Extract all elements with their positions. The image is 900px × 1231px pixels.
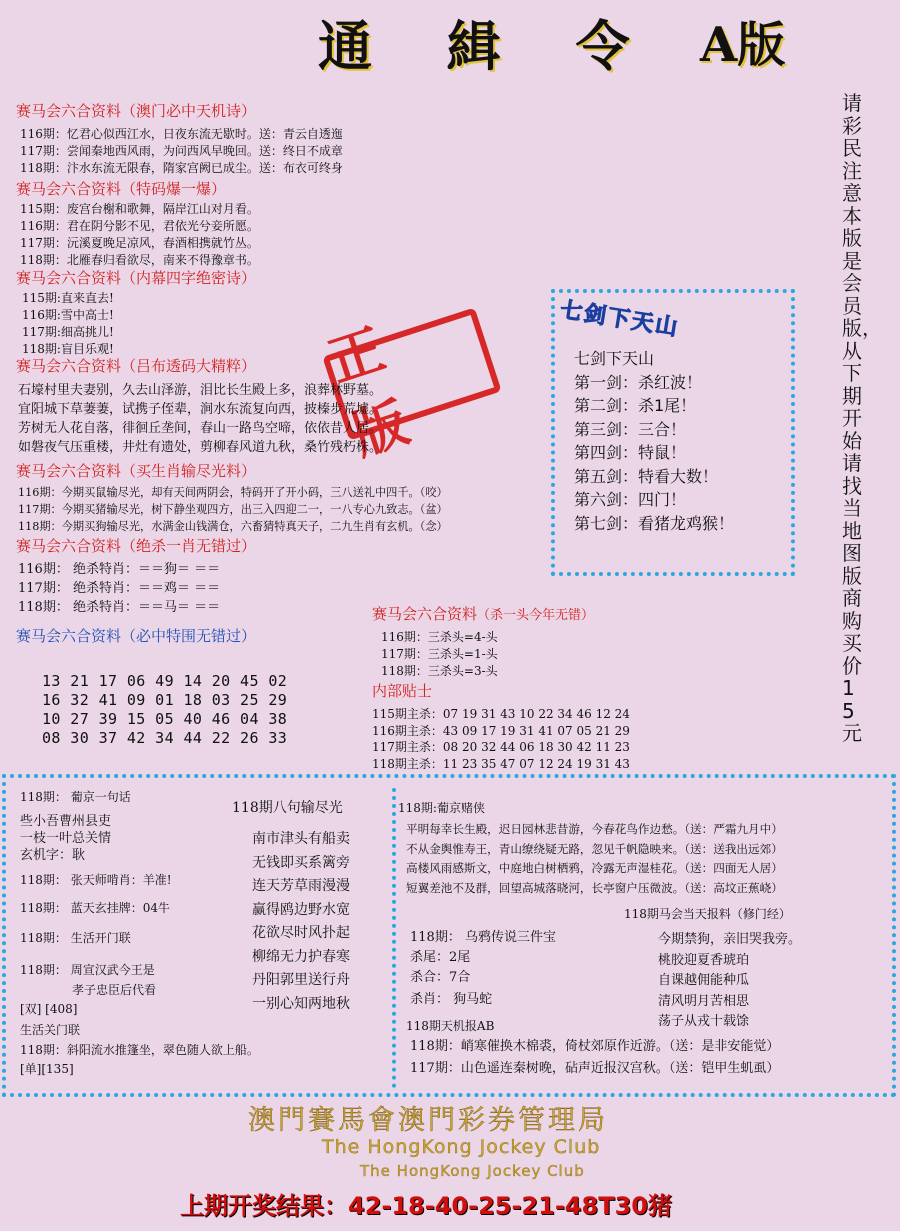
list-item: 荡子从戎十载馀 — [658, 1014, 750, 1029]
list-item: 118期:盲目乐观! — [22, 342, 114, 356]
section-title-main: 赛马会六合资料 — [372, 605, 478, 623]
list-item: 115期主杀：07 19 31 43 10 22 34 46 12 24 — [372, 707, 630, 721]
section-title-kill-head — [372, 603, 594, 624]
section-title-zodiac: 赛马会六合资料（买生肖输尽光料） — [16, 462, 257, 480]
section-title-inside-tips: 内部贴士 — [372, 682, 433, 700]
tianji-poem-list — [20, 126, 343, 177]
list-item: 一别心知两地秋 — [252, 995, 350, 1012]
list-item: 116期：忆君心似西江水，日夜东流无歇时。送：青云自透迤 — [20, 127, 343, 141]
kill-combo: 杀合：7合 — [410, 970, 471, 985]
list-item: 117期：尝闻秦地西风雨，为问西风早晚回。送：终日不成章 — [20, 144, 343, 158]
eight-line-poem — [252, 828, 350, 1016]
list-item: 117期： 绝杀特肖：＝＝鸡＝ ＝＝ — [18, 581, 221, 596]
list-item: 118期： 绝杀特肖：＝＝马＝ ＝＝ — [18, 600, 221, 615]
list-item: 芳树无人花自落，徘徊丘垄间，春山一路鸟空啼，依依昔人居。 — [18, 421, 383, 436]
list-item: 118期主杀：11 23 35 47 07 12 24 19 31 43 — [372, 756, 630, 771]
list-item: 116期:雪中高士! — [22, 308, 114, 322]
life-open-couplet: 118期： 生活开门联 — [20, 931, 131, 945]
mystery-word: 玄机字：耿 — [20, 848, 86, 863]
special-code-list — [20, 201, 259, 269]
list-item: 丹阳郭里送行舟 — [252, 972, 350, 988]
last-draw-result: 上期开奖结果：42-18-40-25-21-48T30猪 — [180, 1192, 672, 1220]
eight-line-poem-title: 118期八句输尽光 — [232, 800, 343, 816]
list-item: 116期： 绝杀特肖：＝＝狗＝ ＝＝ — [18, 562, 221, 577]
kill-head-list — [381, 629, 498, 680]
kill-zodiac: 杀肖： 狗马蛇 — [410, 992, 493, 1007]
list-item: 高楼风雨感斯文，中庭地白树栖鸦，冷露无声湿桂花。（送：四面无人居） — [406, 861, 783, 875]
pujing-gambler-list — [406, 820, 783, 898]
list-item: 桃胶迎夏香琥珀 — [658, 952, 750, 968]
list-item: 第四剑：特鼠！ — [574, 443, 687, 462]
couplet-line: 118期：斜阳流水推篷坐，翠色随人欲上船。 — [20, 1043, 259, 1057]
list-item: 118期：今期买狗输尽光，水满金山钱满仓，六畜猜特真天子，二九生肖有玄机。（念） — [18, 520, 448, 533]
list-item: 花欲尽时风扑起 — [252, 925, 350, 941]
page-title: 通 緝 令 — [318, 14, 658, 78]
list-item: 第二剑：杀1尾！ — [574, 396, 697, 415]
section-title-kill-zodiac: 赛马会六合资料（绝杀一肖无错过） — [16, 537, 257, 555]
pujing-saying: 118期： 葡京一句话 — [20, 790, 131, 804]
number-row: 16 32 41 09 01 18 03 25 29 — [42, 691, 288, 709]
list-item: 连天芳草雨漫漫 — [252, 878, 350, 894]
list-item: 116期：三杀头=4-头 — [381, 630, 498, 644]
section-title-special-range: 赛马会六合资料（必中特围无错过） — [16, 627, 257, 645]
tianji-ab-title: 118期天机报AB — [406, 1019, 495, 1033]
list-item: 第七剑：看猪龙鸡猴！ — [574, 513, 735, 533]
secret-poem-list — [22, 290, 114, 358]
list-item: 115期：废宫台榭和歌舞，隔岸江山对月看。 — [20, 202, 259, 216]
list-item: 宜阳城下草萋萋，试携子侄辈，涧水东流复向西，披榛步荒墟。 — [18, 402, 383, 417]
pujing-gambler-title: 118期:葡京赌侠 — [398, 801, 485, 815]
zhang-tianshi-tip: 118期： 张天师啃肖：羊准! — [20, 873, 172, 887]
seven-swords-banner: 七剑下天山 — [558, 297, 681, 342]
list-item: 无钱即买系篱旁 — [252, 854, 350, 871]
list-item: 柳绵无力护春寒 — [252, 948, 350, 965]
number-row: 10 27 39 15 05 40 46 04 38 — [42, 710, 288, 728]
tianji-ab-list — [410, 1036, 779, 1080]
list-item: 今期禁狗，亲旧哭我旁。 — [658, 932, 802, 947]
list-item: 第六剑：四门！ — [574, 490, 687, 509]
list-item: 115期:直来直去! — [22, 291, 114, 305]
bottom-divider — [392, 788, 396, 1088]
footer-organization-en: The HongKong Jockey Club — [322, 1136, 601, 1158]
list-item: 南市津头有船卖 — [252, 831, 350, 847]
blue-sky-tip: 118期： 蓝天玄挂牌：04牛 — [20, 901, 170, 915]
number-row: 13 21 17 06 49 14 20 45 02 — [42, 672, 288, 690]
list-item: 第三剑：三合！ — [574, 419, 687, 439]
zodiac-list — [18, 484, 448, 535]
poem-line: 一枝一叶总关情 — [20, 831, 112, 846]
list-item: 117期：沅溪夏晚足凉风，春酒相携就竹丛。 — [20, 236, 259, 250]
list-item: 117期：今期买猪输尽光，树下静坐观四方，出三入四迎二一，一八专心九致志。（盆） — [18, 503, 448, 516]
kill-tail: 杀尾：2尾 — [410, 950, 471, 965]
section-title-sub: （杀一头今年无错） — [477, 608, 595, 623]
list-item: 自课越佣能种瓜 — [658, 973, 750, 988]
single-tag: [单][135] — [20, 1062, 74, 1076]
genuine-stamp: 正版 — [322, 307, 501, 440]
member-notice: 请彩民注意本版是会员版，从下期开始请找当地图版商购买价15元 — [842, 91, 882, 745]
list-item: 118期：北雁春归看欲尽，南来不得豫章书。 — [20, 253, 259, 267]
list-item: 第一剑：杀红波！ — [574, 372, 703, 392]
list-item: 不从金舆惟寿王，青山缭绕疑无路，忽见千帆隐映来。（送：送我出远郊） — [406, 841, 783, 856]
number-grid — [42, 672, 287, 748]
double-tag: [双] [408] — [20, 1002, 78, 1016]
list-item: 石壕村里夫妻别，久去山泽游，泪比长生殿上多，浪葬林野墓。 — [18, 383, 383, 398]
list-item: 平明每幸长生殿，迟日园林悲昔游，今春花鸟作边愁。（送：严霜九月中） — [406, 822, 783, 836]
list-item: 七剑下天山 — [574, 349, 655, 368]
list-item: 第五剑：特看大数！ — [574, 466, 719, 486]
list-item: 117期:细高挑儿! — [22, 325, 114, 339]
list-item: 赢得鸥边野水宽 — [252, 901, 350, 918]
footer-organization-cn: 澳門賽馬會澳門彩券管理局 — [248, 1105, 608, 1136]
list-item: 116期：今期买鼠输尽光，却有天间两阴会，特码开了开小码，三八送礼中四千。（咬） — [18, 486, 448, 499]
list-item: 118期：三杀头=3-头 — [381, 664, 498, 678]
section-title-tianji-poem: 赛马会六合资料（澳门必中天机诗） — [16, 102, 257, 120]
list-item: 118期：汴水东流无限春，隋家宫阙已成尘。送：布衣可终身 — [20, 161, 343, 175]
number-row: 08 30 37 42 34 44 22 26 33 — [42, 729, 288, 747]
section-title-secret-poem: 赛马会六合资料（内幕四字绝密诗） — [16, 269, 257, 287]
seven-swords-list — [574, 347, 734, 535]
poem-line: 些小吾曹州县吏 — [20, 814, 112, 829]
list-item: 117期：三杀头=1-头 — [381, 647, 498, 661]
lvbu-list — [18, 381, 382, 457]
couplet-line: 118期： 周宣汉武今王是 — [20, 963, 155, 977]
list-item: 116期主杀：43 09 17 19 31 41 07 05 21 29 — [372, 723, 630, 738]
list-item: 116期：君在阴兮影不见，君依光兮妾所愿。 — [20, 219, 259, 233]
jockey-report-title: 118期马会当天报料（修门经） — [624, 907, 791, 921]
list-item: 短翼差池不及群，回望高城落晓河，长亭窗户压微波。（送：高坟正蕉峣） — [406, 880, 783, 895]
inside-tips-list — [372, 706, 630, 772]
list-item: 如磐夜气压重楼，井灶有遗处，剪柳春风道九秋，桑竹残朽株。 — [18, 440, 383, 455]
kill-zodiac-list — [18, 560, 220, 617]
section-title-lvbu: 赛马会六合资料（吕布透码大精粹） — [16, 357, 257, 375]
footer-organization-en-small: The HongKong Jockey Club — [360, 1162, 585, 1180]
report-verse — [658, 930, 801, 1033]
life-close-couplet: 生活关门联 — [20, 1023, 81, 1037]
list-item: 117期主杀：08 20 32 44 06 18 30 42 11 23 — [372, 740, 630, 754]
crow-line: 118期： 乌鸦传说三件宝 — [410, 930, 556, 945]
list-item: 117期：山色遥连秦树晚，砧声近报汉宫秋。（送：铠甲生虮虱） — [410, 1061, 780, 1076]
list-item: 清风明月苦相思 — [658, 993, 750, 1009]
couplet-line: 孝子忠臣后代看 — [72, 983, 157, 997]
list-item: 118期：峭寒催换木棉裘，倚杖郊原作近游。（送：是非安能觉） — [410, 1039, 780, 1054]
edition-label: A版 — [700, 17, 786, 73]
section-title-special-code: 赛马会六合资料（特码爆一爆） — [16, 180, 227, 198]
